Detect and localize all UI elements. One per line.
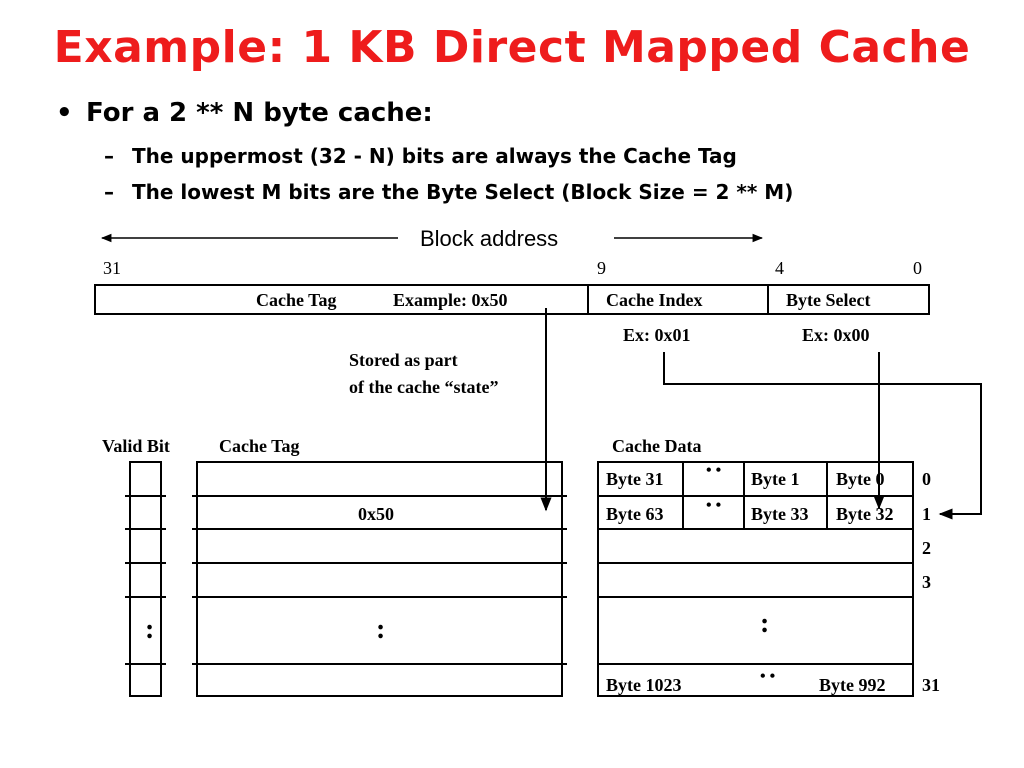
cache-index-field: Cache Index: [606, 290, 703, 310]
index-label-0: 0: [922, 469, 931, 489]
byte-example: Ex: 0x00: [802, 325, 870, 345]
tag-vertical-ellipsis: :: [376, 614, 386, 645]
index-example: Ex: 0x01: [623, 325, 691, 345]
bit-9-label: 9: [597, 258, 606, 278]
row0-byte-31: Byte 31: [606, 469, 664, 489]
row1-ellipsis: • •: [706, 497, 722, 514]
bit-0-label: 0: [913, 258, 922, 278]
bullet-text: For a 2 ** N byte cache:: [86, 98, 433, 128]
row31-byte-992: Byte 992: [819, 675, 886, 695]
row1-byte-63: Byte 63: [606, 504, 664, 524]
slide-title: Example: 1 KB Direct Mapped Cache: [53, 22, 971, 73]
block-address-label: Block address: [420, 226, 559, 251]
subbullet-1-text: The uppermost (32 - N) bits are always the Cache Tag: [132, 144, 737, 168]
cache-tag-header: Cache Tag: [219, 436, 300, 456]
index-label-2: 2: [922, 538, 931, 558]
valid-bit-column: [125, 462, 166, 696]
cache-data-header: Cache Data: [612, 436, 702, 456]
cache-data-column: [598, 462, 913, 696]
row1-tag-value: 0x50: [358, 504, 394, 524]
row1-byte-33: Byte 33: [751, 504, 809, 524]
row0-ellipsis: • •: [706, 462, 722, 479]
cache-tag-example: Example: 0x50: [393, 290, 508, 310]
subbullet-1-dash: –: [104, 144, 114, 168]
subbullet-2-text: The lowest M bits are the Byte Select (Block Size = 2 ** M): [132, 180, 794, 204]
byte-select-field: Byte Select: [786, 290, 871, 310]
row1-byte-32: Byte 32: [836, 504, 894, 524]
index-label-1: 1: [922, 504, 931, 524]
subbullet-2-dash: –: [104, 180, 114, 204]
cache-tag-column: [192, 462, 567, 696]
bit-4-label: 4: [775, 258, 784, 278]
row0-byte-0: Byte 0: [836, 469, 885, 489]
bullet-marker: •: [56, 98, 73, 128]
bit-31-label: 31: [103, 258, 121, 278]
cache-tag-field: Cache Tag: [256, 290, 337, 310]
index-select-arrow: [664, 352, 981, 514]
index-label-31: 31: [922, 675, 940, 695]
valid-bit-header: Valid Bit: [102, 436, 170, 456]
index-label-3: 3: [922, 572, 931, 592]
row0-byte-1: Byte 1: [751, 469, 800, 489]
data-vertical-ellipsis: :: [760, 608, 770, 639]
stored-note-line1: Stored as part: [349, 350, 458, 370]
valid-vertical-ellipsis: :: [145, 614, 155, 645]
stored-note-line2: of the cache “state”: [349, 377, 499, 397]
row31-ellipsis: • •: [760, 668, 776, 685]
row31-byte-1023: Byte 1023: [606, 675, 682, 695]
